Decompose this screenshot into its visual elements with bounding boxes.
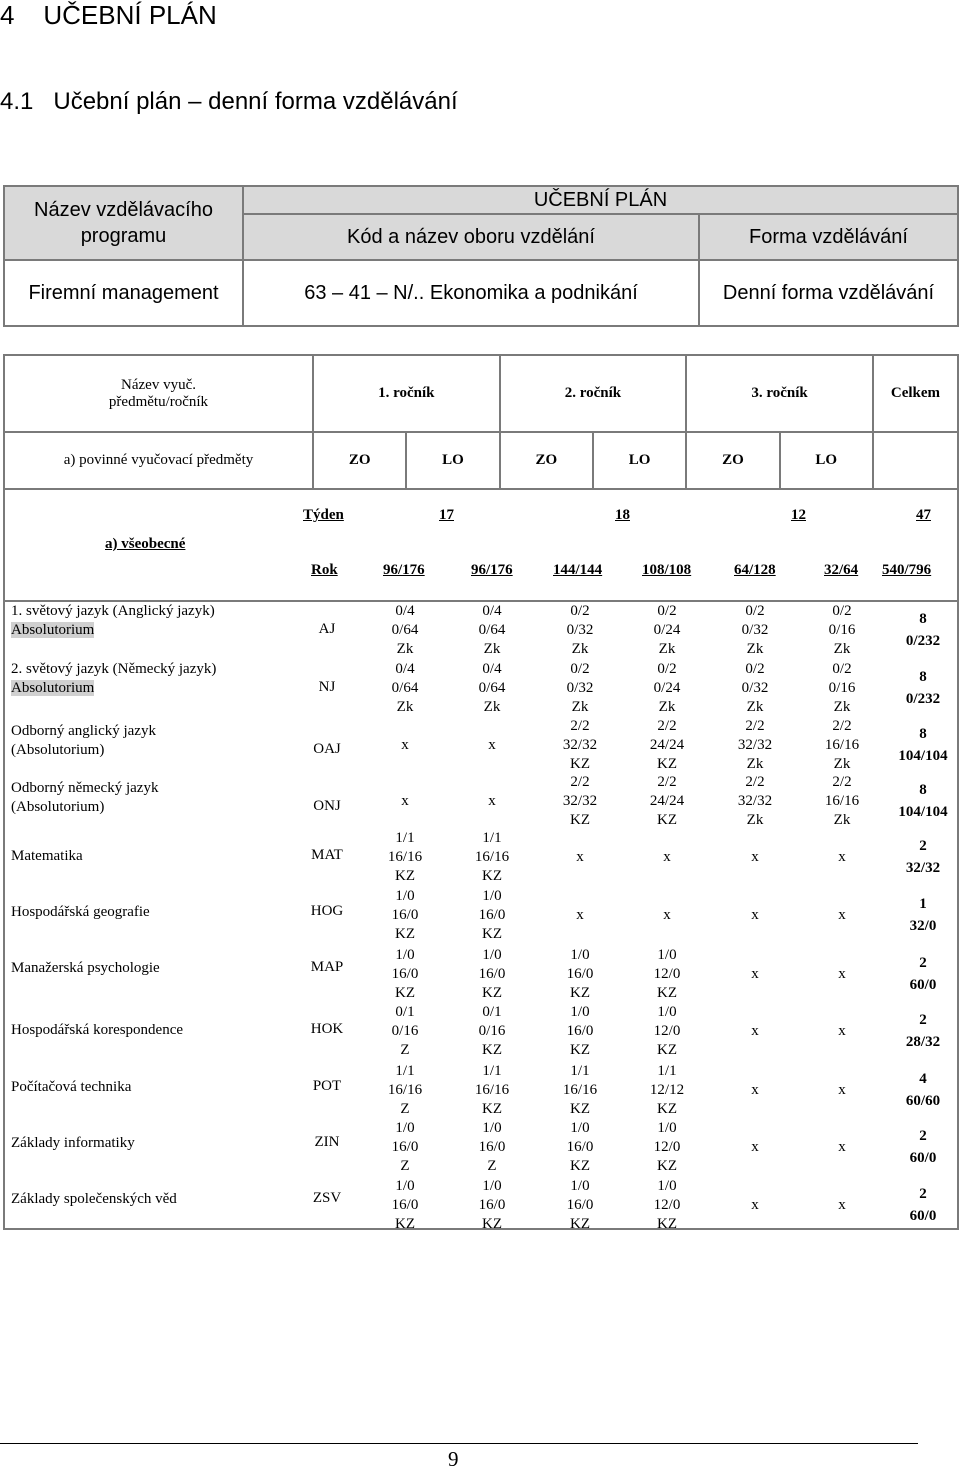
subject-subtitle: (Absolutorium)	[11, 742, 105, 758]
subject-name	[11, 903, 150, 922]
total-cell: 1 32/0	[909, 896, 937, 934]
total-cell: 2 32/32	[905, 838, 941, 876]
term-cell: x	[401, 737, 409, 753]
term-cell: x	[838, 849, 846, 865]
term-cell: 1/0 12/0 KZ	[653, 947, 681, 1001]
subject-code: ZIN	[314, 1134, 340, 1150]
term-cell: 1/0 16/0 KZ	[391, 888, 419, 942]
subject-title: Počítačová technika	[11, 1079, 132, 1095]
total-cell: 8 0/232	[905, 669, 941, 707]
term-cell: 2/2 16/16 Zk	[824, 718, 860, 772]
term-cell: 2/2 24/24 KZ	[649, 774, 685, 828]
term-cell: 0/2 0/32 Zk	[566, 661, 594, 715]
subject-code: OAJ	[313, 741, 341, 757]
term-cell: 0/2 0/32 Zk	[741, 661, 769, 715]
term-cell: 0/4 0/64 Zk	[478, 661, 506, 715]
subject-name	[11, 602, 215, 640]
subject-code: HOG	[310, 903, 344, 919]
week-value: 18	[615, 507, 630, 523]
field-label: Kód a název oboru vzdělání	[243, 214, 699, 260]
term-cell: x	[401, 793, 409, 809]
year-value: 108/108	[642, 562, 692, 578]
total-cell: 2 60/0	[909, 1186, 937, 1224]
term-cell: 1/0 16/0 KZ	[478, 947, 506, 1001]
subject-name	[11, 1134, 135, 1153]
term-header: ZO	[686, 432, 779, 489]
term-cell: x	[751, 1023, 759, 1039]
term-cell: 0/2 0/16 Zk	[828, 603, 856, 657]
subject-subtitle: (Absolutorium)	[11, 799, 105, 815]
term-cell: 2/2 32/32 KZ	[562, 774, 598, 828]
subject-name	[11, 779, 158, 817]
general-row	[4, 489, 958, 601]
subject-title: 2. světový jazyk (Německý jazyk)	[11, 661, 217, 677]
subject-title: Matematika	[11, 848, 83, 864]
grid-header-table	[3, 354, 959, 602]
term-cell: 0/2 0/24 Zk	[653, 661, 681, 715]
total-cell: 8 104/104	[898, 726, 948, 764]
term-cell: x	[838, 907, 846, 923]
subject-title: Odborný německý jazyk	[11, 780, 159, 796]
term-cell: 0/1 0/16 Z	[391, 1004, 419, 1058]
year-value: 540/796	[882, 562, 932, 578]
subject-code: MAT	[311, 847, 343, 863]
term-cell: 1/0 16/0 KZ	[478, 1178, 506, 1232]
field-value: 63 – 41 – N/.. Ekonomika a podnikání	[243, 260, 699, 326]
term-cell: x	[838, 1197, 846, 1213]
year-1-header: 1. ročník	[313, 355, 500, 432]
footer-rule	[0, 1443, 918, 1444]
subject-code: AJ	[318, 621, 336, 637]
term-cell: 1/0 16/0 Z	[478, 1120, 506, 1174]
term-cell: 1/0 16/0 Z	[391, 1120, 419, 1174]
term-cell: 1/0 16/0 KZ	[566, 1004, 594, 1058]
year-value: 144/144	[553, 562, 603, 578]
term-cell: 2/2 24/24 KZ	[649, 718, 685, 772]
term-cell: x	[751, 907, 759, 923]
term-cell: 0/2 0/32 Zk	[566, 603, 594, 657]
week-value: 12	[791, 507, 806, 523]
term-cell: x	[838, 1023, 846, 1039]
subject-name	[11, 1078, 131, 1097]
total-cell: 2 60/0	[909, 1128, 937, 1166]
year-2-header: 2. ročník	[500, 355, 687, 432]
term-cell: 1/0 12/0 KZ	[653, 1120, 681, 1174]
term-cell: 1/1 16/16 Z	[387, 1063, 423, 1117]
term-cell: 1/0 12/0 KZ	[653, 1178, 681, 1232]
term-cell: 1/0 16/0 KZ	[566, 1120, 594, 1174]
term-cell: 1/0 16/0 KZ	[566, 947, 594, 1001]
subject-name	[11, 1190, 177, 1209]
term-cell: 0/2 0/32 Zk	[741, 603, 769, 657]
total-cell: 8 0/232	[905, 611, 941, 649]
subject-code: ONJ	[313, 798, 341, 814]
term-cell: x	[751, 849, 759, 865]
term-cell: x	[838, 966, 846, 982]
subject-title: Manažerská psychologie	[11, 960, 160, 976]
subjects-body	[3, 602, 959, 1230]
year-value: 32/64	[824, 562, 859, 578]
week-value: 47	[916, 507, 931, 523]
year-3-header: 3. ročník	[686, 355, 873, 432]
section-heading: 4.1 Učební plán – denní forma vzdělávání	[0, 88, 458, 115]
subject-subtitle: Absolutorium	[11, 680, 95, 696]
term-cell: x	[576, 849, 584, 865]
year-value: 96/176	[383, 562, 425, 578]
plan-info-table	[3, 185, 959, 327]
term-cell: x	[488, 737, 496, 753]
term-cell: 1/1 16/16 KZ	[474, 830, 510, 884]
term-cell: 1/1 16/16 KZ	[387, 830, 423, 884]
mandatory-label: a) povinné vyučovací předměty	[4, 432, 313, 489]
term-cell: 2/2 16/16 Zk	[824, 774, 860, 828]
term-header: LO	[593, 432, 686, 489]
subject-name	[11, 847, 83, 866]
subject-code: MAP	[310, 959, 344, 975]
form-value: Denní forma vzdělávání	[699, 260, 958, 326]
total-header: Celkem	[873, 355, 958, 432]
program-label: Název vzdělávacího programu	[4, 186, 243, 260]
subject-title: Hospodářská korespondence	[11, 1022, 184, 1038]
page-number: 9	[448, 1447, 459, 1471]
term-cell: x	[488, 793, 496, 809]
subject-name	[11, 1021, 183, 1040]
year-value: 64/128	[734, 562, 776, 578]
week-value: 17	[439, 507, 454, 523]
term-cell: 1/0 16/0 KZ	[391, 947, 419, 1001]
term-cell: x	[751, 1197, 759, 1213]
form-label: Forma vzdělávání	[699, 214, 958, 260]
subject-title: Hospodářská geografie	[11, 904, 150, 920]
subject-code: ZSV	[312, 1190, 342, 1206]
plan-title: UČEBNÍ PLÁN	[243, 186, 958, 214]
term-cell: 1/1 16/16 KZ	[474, 1063, 510, 1117]
term-cell: 0/4 0/64 Zk	[391, 661, 419, 715]
subject-header: Název vyuč. předmětu/ročník	[4, 355, 313, 432]
subject-name	[11, 660, 216, 698]
term-cell: 2/2 32/32 KZ	[562, 718, 598, 772]
subject-title: Základy informatiky	[11, 1135, 135, 1151]
term-cell: x	[838, 1082, 846, 1098]
term-cell: 0/2 0/24 Zk	[653, 603, 681, 657]
term-cell: 2/2 32/32 Zk	[737, 718, 773, 772]
total-cell: 4 60/60	[905, 1071, 941, 1109]
term-header: LO	[780, 432, 873, 489]
term-cell: x	[663, 907, 671, 923]
subject-title: 1. světový jazyk (Anglický jazyk)	[11, 603, 215, 619]
term-cell: 0/2 0/16 Zk	[828, 661, 856, 715]
week-label: Týden	[303, 507, 344, 523]
subject-code: HOK	[310, 1021, 344, 1037]
term-cell: x	[751, 1082, 759, 1098]
subject-subtitle: Absolutorium	[11, 622, 95, 638]
subject-title: Odborný anglický jazyk	[11, 723, 156, 739]
term-cell: 1/0 12/0 KZ	[653, 1004, 681, 1058]
term-cell: x	[576, 907, 584, 923]
term-cell: 2/2 32/32 Zk	[737, 774, 773, 828]
subject-title: Základy společenských věd	[11, 1191, 177, 1207]
term-cell: 0/1 0/16 KZ	[478, 1004, 506, 1058]
subject-code: POT	[312, 1078, 342, 1094]
total-cell: 2 60/0	[909, 955, 937, 993]
term-header: LO	[406, 432, 499, 489]
general-label: a) všeobecné	[105, 536, 186, 552]
term-cell: x	[838, 1139, 846, 1155]
term-cell: 1/1 12/12 KZ	[649, 1063, 685, 1117]
year-label: Rok	[311, 562, 338, 578]
term-header: ZO	[313, 432, 406, 489]
subject-name	[11, 959, 160, 978]
term-cell: x	[751, 966, 759, 982]
term-cell: 0/4 0/64 Zk	[391, 603, 419, 657]
total-cell: 2 28/32	[905, 1012, 941, 1050]
term-cell: x	[751, 1139, 759, 1155]
term-cell: x	[663, 849, 671, 865]
term-header: ZO	[500, 432, 593, 489]
term-cell: 1/0 16/0 KZ	[478, 888, 506, 942]
term-cell: 1/0 16/0 KZ	[391, 1178, 419, 1232]
program-value: Firemní management	[4, 260, 243, 326]
term-cell: 1/1 16/16 KZ	[562, 1063, 598, 1117]
chapter-heading: 4 UČEBNÍ PLÁN	[0, 0, 217, 30]
term-cell: 0/4 0/64 Zk	[478, 603, 506, 657]
subject-code: NJ	[318, 679, 336, 695]
total-cell: 8 104/104	[898, 782, 948, 820]
term-cell: 1/0 16/0 KZ	[566, 1178, 594, 1232]
year-value: 96/176	[471, 562, 513, 578]
subject-name	[11, 722, 156, 760]
